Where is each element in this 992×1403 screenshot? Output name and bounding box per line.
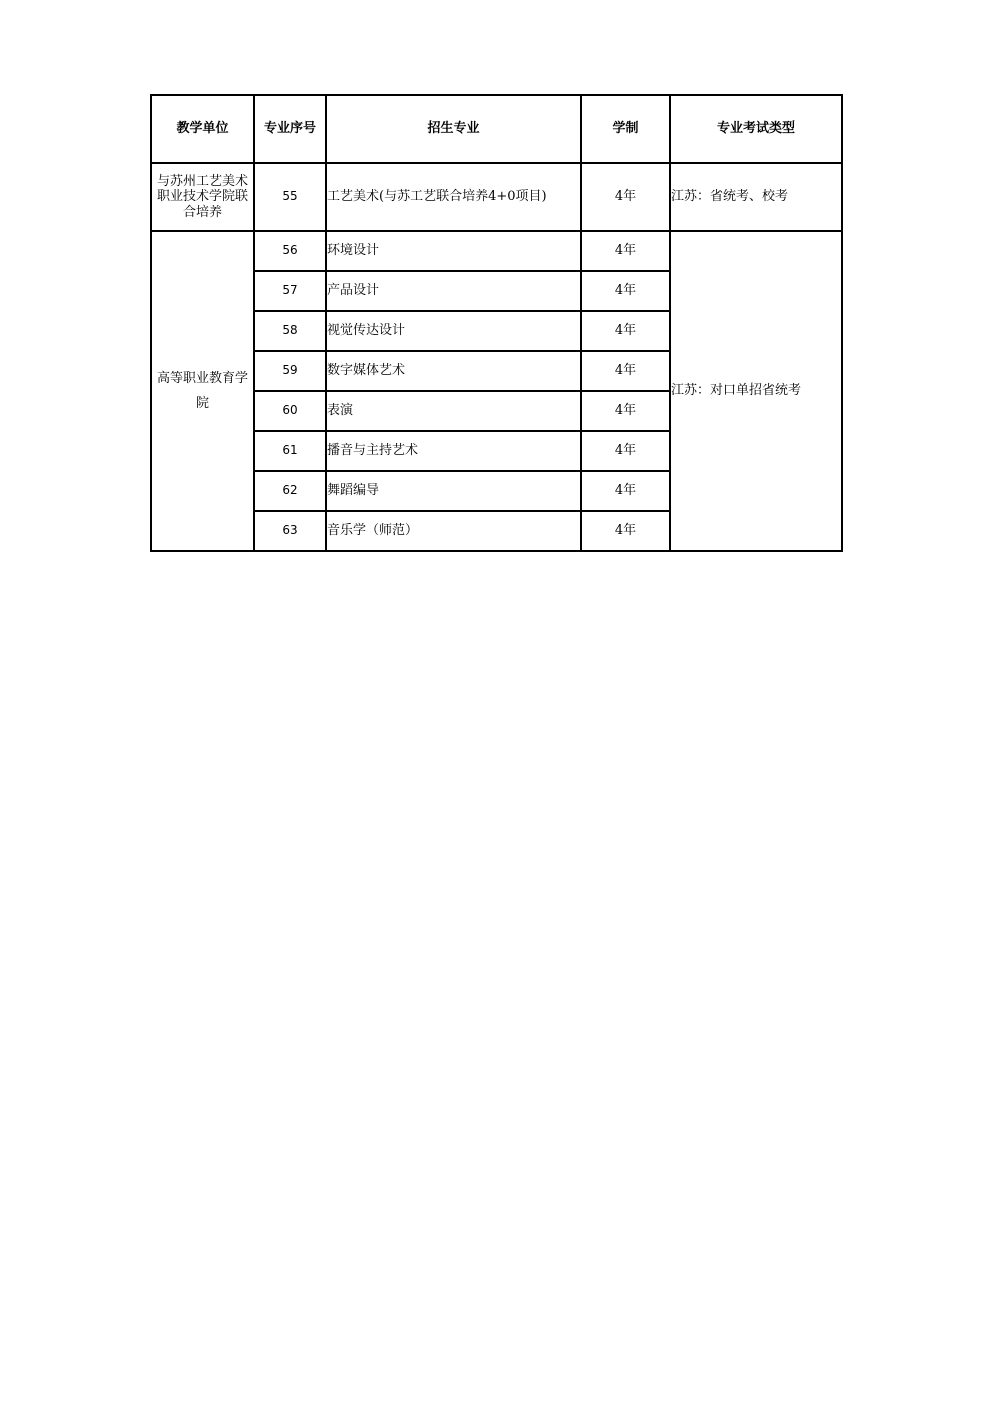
table-header-row xyxy=(151,95,842,163)
enrollment-table xyxy=(150,94,843,552)
major-name-cell: 舞蹈编导 xyxy=(326,471,581,511)
header-years: 学制 xyxy=(581,95,670,163)
major-no-cell: 59 xyxy=(254,351,326,391)
years-cell: 4年 xyxy=(581,351,670,391)
header-no: 专业序号 xyxy=(254,95,326,163)
major-no-cell: 56 xyxy=(254,231,326,271)
unit-label: 高等职业教育学院 xyxy=(156,370,248,411)
years-cell: 4年 xyxy=(581,391,670,431)
major-no-cell: 58 xyxy=(254,311,326,351)
years-cell: 4年 xyxy=(581,471,670,511)
major-no-cell: 55 xyxy=(254,163,326,231)
unit-label: 与苏州工艺美术职业技术学院联合培养 xyxy=(156,173,248,220)
major-name-cell: 视觉传达设计 xyxy=(326,311,581,351)
enrollment-table-container xyxy=(150,94,843,552)
table-row xyxy=(151,163,842,231)
header-unit: 教学单位 xyxy=(151,95,254,163)
major-name-cell: 音乐学（师范） xyxy=(326,511,581,551)
header-major: 招生专业 xyxy=(326,95,581,163)
years-cell: 4年 xyxy=(581,311,670,351)
major-name-cell: 播音与主持艺术 xyxy=(326,431,581,471)
header-exam: 专业考试类型 xyxy=(670,95,842,163)
years-cell: 4年 xyxy=(581,163,670,231)
years-cell: 4年 xyxy=(581,511,670,551)
unit-cell xyxy=(151,231,254,551)
exam-type-cell: 江苏：对口单招省统考 xyxy=(670,231,842,551)
major-no-cell: 62 xyxy=(254,471,326,511)
years-cell: 4年 xyxy=(581,431,670,471)
major-no-cell: 60 xyxy=(254,391,326,431)
exam-type-cell: 江苏：省统考、校考 xyxy=(670,163,842,231)
major-name-cell: 工艺美术(与苏工艺联合培养4+0项目) xyxy=(326,163,581,231)
table-row xyxy=(151,231,842,271)
years-cell: 4年 xyxy=(581,271,670,311)
major-no-cell: 57 xyxy=(254,271,326,311)
major-no-cell: 61 xyxy=(254,431,326,471)
major-name-cell: 产品设计 xyxy=(326,271,581,311)
major-name-cell: 数字媒体艺术 xyxy=(326,351,581,391)
years-cell: 4年 xyxy=(581,231,670,271)
major-name-cell: 环境设计 xyxy=(326,231,581,271)
major-name-cell: 表演 xyxy=(326,391,581,431)
major-no-cell: 63 xyxy=(254,511,326,551)
unit-cell xyxy=(151,163,254,231)
